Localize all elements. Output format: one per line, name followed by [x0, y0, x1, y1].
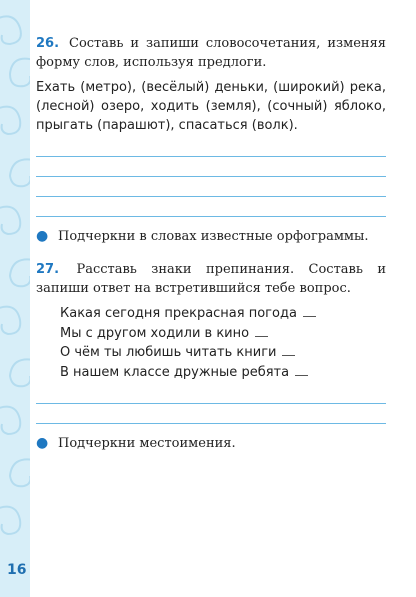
task-26-answer-lines [36, 137, 386, 217]
task-26-instruction-text: Составь и запиши словосочетания, изменяя форму слов, используя предлоги. [36, 36, 386, 70]
punctuation-blank[interactable] [303, 304, 316, 317]
answer-line[interactable] [36, 137, 386, 157]
task-27-answer-lines [36, 384, 386, 424]
answer-line[interactable] [36, 157, 386, 177]
punctuation-blank[interactable] [282, 343, 295, 356]
sentence-item: Какая сегодня прекрасная погода [60, 304, 386, 324]
task-27-sentences [60, 304, 386, 382]
task-27 [36, 260, 386, 453]
answer-line[interactable] [36, 177, 386, 197]
decorative-margin [0, 0, 30, 597]
task-27-number: 27. [36, 262, 60, 277]
task-27-instruction-text: Расставь знаки препинания. Составь и запиши ответ на встретившийся тебе вопрос. [36, 262, 386, 296]
workbook-content [36, 34, 386, 453]
task-26 [36, 34, 386, 246]
task-26-instruction [36, 34, 386, 72]
task-27-instruction [36, 260, 386, 298]
bullet-icon: ● [36, 435, 49, 451]
sentence-item: О чём ты любишь читать книги [60, 343, 386, 363]
answer-line[interactable] [36, 384, 386, 404]
task-26-subtask-text: Подчеркни в словах известные орфограммы. [58, 229, 369, 244]
answer-line[interactable] [36, 197, 386, 217]
task-26-number: 26. [36, 36, 60, 51]
answer-line[interactable] [36, 404, 386, 424]
punctuation-blank[interactable] [255, 324, 268, 337]
task-26-subtask [36, 227, 386, 246]
page-number: 16 [7, 562, 27, 578]
swirl-pattern [0, 0, 30, 597]
punctuation-blank[interactable] [295, 363, 308, 376]
sentence-item: В нашем классе дружные ребята [60, 363, 386, 383]
task-26-words: Ехать (метро), (весёлый) деньки, (широкий) река, (лесной) озеро, ходить (земля), (сочный) яблоко, прыгать (парашют), спасаться (волк). [36, 80, 386, 133]
task-27-subtask-text: Подчеркни местоимения. [58, 436, 236, 451]
sentence-item: Мы с другом ходили в кино [60, 324, 386, 344]
task-27-subtask [36, 434, 386, 453]
bullet-icon: ● [36, 228, 49, 244]
